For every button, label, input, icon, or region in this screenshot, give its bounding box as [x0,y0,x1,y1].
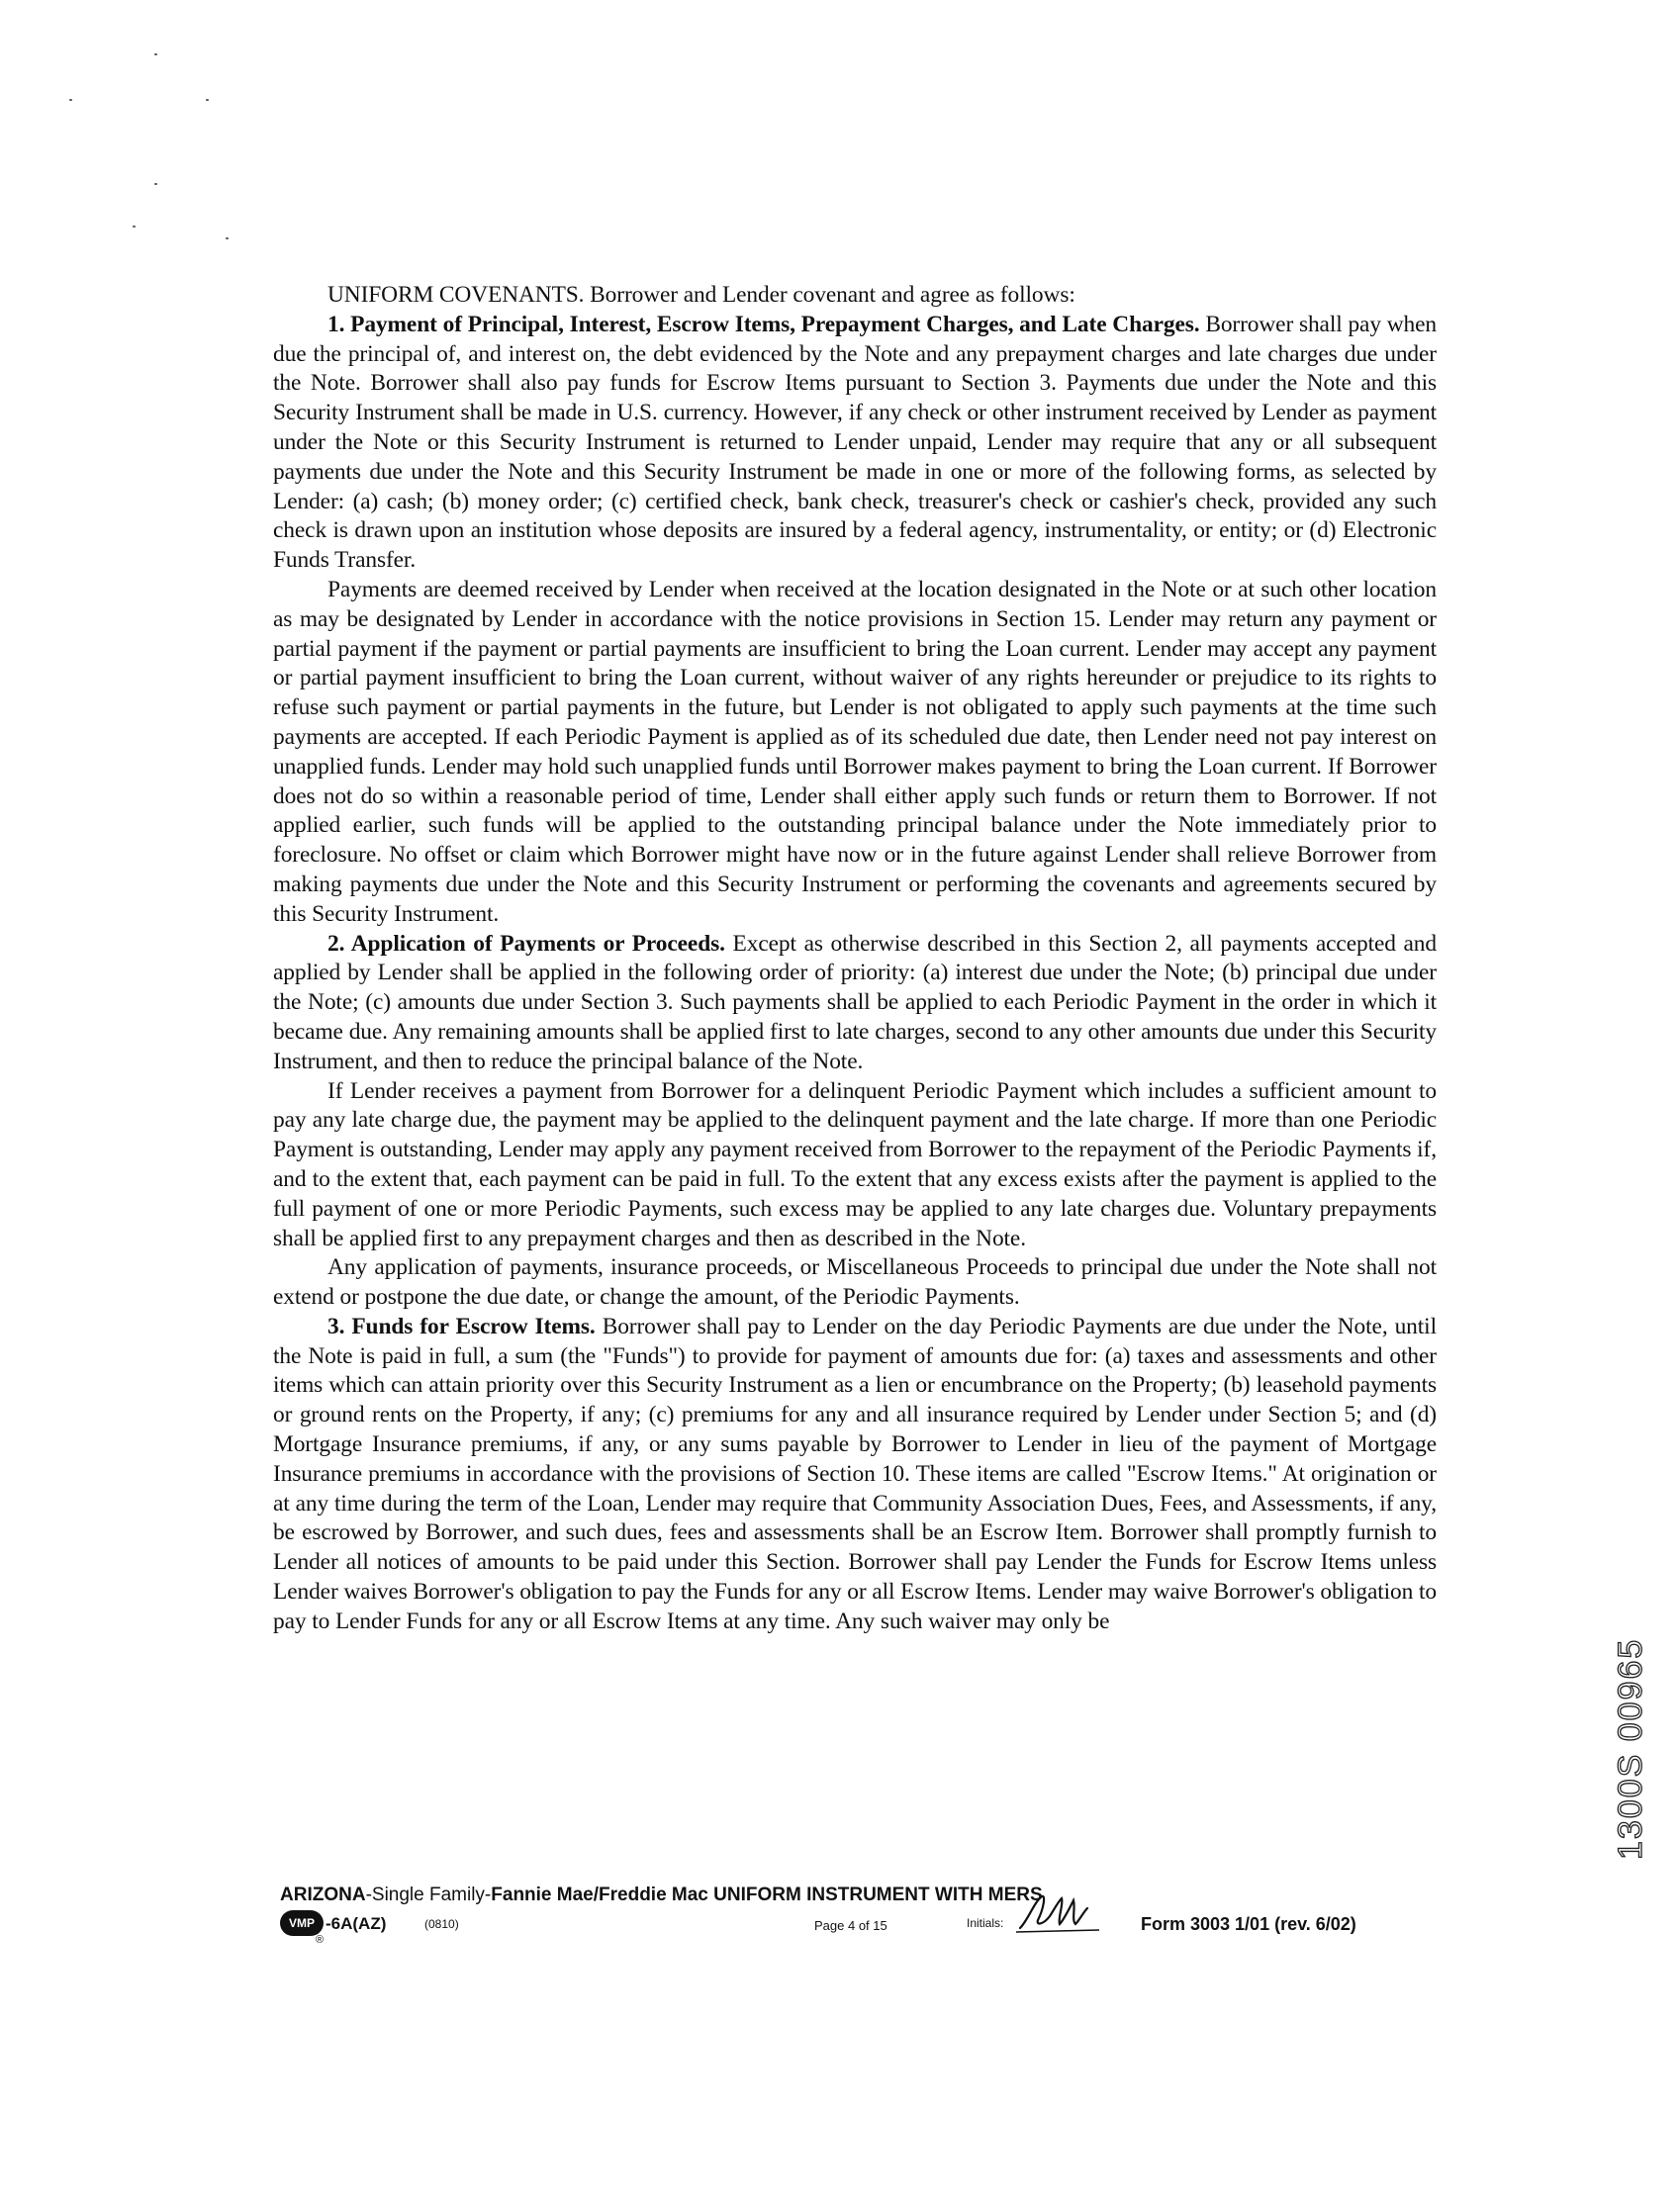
form-code-version: (0810) [424,1917,459,1931]
section-1-paragraph: 1. Payment of Principal, Interest, Escrow Items, Prepayment Charges, and Late Charges. Borrower shall pay when due the principal of, and interest on, the debt evidenced by the Note and any prepayment charges and late charges due under the Note. Borrower shall also pay funds for Escrow Items pursuant to Section 3. Payments due under the Note and this Security Instrument shall be made in U.S. currency. However, if any check or other instrument received by Lender as payment under the Note or this Security Instrument is returned to Lender unpaid, Lender may require that any or all subsequent payments due under the Note and this Security Instrument be made in one or more of the following forms, as selected by Lender: (a) cash; (b) money order; (c) certified check, bank check, treasurer's check or cashier's check, provided any such check is drawn upon an institution whose deposits are insured by a federal agency, instrumentality, or entity; or (d) Electronic Funds Transfer. [273,311,1437,574]
document-body [273,281,1437,1637]
scan-speck [69,99,72,101]
document-stamp-number [1603,1593,1649,1860]
section-3-heading: 3. Funds for Escrow Items. [327,1313,596,1339]
section-2-paragraph-3: Any application of payments, insurance proceeds, or Miscellaneous Proceeds to principal due under the Note shall not extend or postpone the due date, or change the amount, of the Periodic Payments. [273,1254,1437,1311]
scan-speck [206,99,209,101]
initials-label: Initials: [967,1916,1004,1930]
registered-mark: ® [316,1934,325,1946]
form-code: -6A(AZ) [326,1914,387,1933]
footer-details [280,1914,1447,1954]
intro-line: UNIFORM COVENANTS. Borrower and Lender covenant and agree as follows: [327,282,1075,308]
scan-speck [154,53,157,55]
scan-speck [154,183,157,185]
footer-title [280,1885,1043,1906]
footer-state: ARIZONA [280,1885,366,1905]
section-2-paragraph: 2. Application of Payments or Proceeds. Except as otherwise described in this Section 2, all payments accepted and applied by Lender shall be applied in the following order of priority: (a) interest due under the Note; (b) principal due under the Note; (c) amounts due under Section 3. Such payments shall be applied to each Periodic Payment in the order in which it became due. Any remaining amounts shall be applied first to late charges, second to any other amounts due under this Security Instrument, and then to reduce the principal balance of the Note. [273,930,1437,1074]
scan-speck [226,237,229,239]
section-1-heading: 1. Payment of Principal, Interest, Escrow Items, Prepayment Charges, and Late Charges. [327,311,1200,337]
section-1-paragraph-2: Payments are deemed received by Lender when received at the location designated in the Note or at such other location as may be designated by Lender in accordance with the notice provisions in Section 15. Lender may return any payment or partial payment if the payment or partial payments are insufficient to bring the Loan current. Lender may accept any payment or partial payment insufficient to bring the Loan current, without waiver of any rights hereunder or prejudice to its rights to refuse such payment or partial payments in the future, but Lender is not obligated to apply such payments at the time such payments are accepted. If each Periodic Payment is applied as of its scheduled due date, then Lender need not pay interest on unapplied funds. Lender may hold such unapplied funds until Borrower makes payment to bring the Loan current. If Borrower does not do so within a reasonable period of time, Lender shall either apply such funds or return them to Borrower. If not applied earlier, such funds will be applied to the outstanding principal balance under the Note immediately prior to foreclosure. No offset or claim which Borrower might have now or in the future against Lender shall relieve Borrower from making payments due under the Note and this Security Instrument or performing the covenants and agreements secured by this Security Instrument. [273,576,1437,927]
stamp-number: 1300S 00965 [1612,1637,1649,1860]
form-number: Form 3003 1/01 (rev. 6/02) [1141,1914,1356,1934]
vmp-logo: VMP [280,1910,324,1936]
section-2-paragraph-2: If Lender receives a payment from Borrower for a delinquent Periodic Payment which includes a sufficient amount to pay any late charge due, the payment may be applied to the delinquent payment and the late charge. If more than one Periodic Payment is outstanding, Lender may apply any payment received from Borrower to the repayment of the Periodic Payments if, and to the extent that, each payment can be paid in full. To the extent that any excess exists after the payment is applied to the full payment of one or more Periodic Payments, such excess may be applied to any late charges due. Voluntary prepayments shall be applied first to any prepayment charges and then as described in the Note. [273,1077,1437,1251]
footer-property-type: -Single Family- [365,1885,492,1905]
section-2-heading: 2. Application of Payments or Proceeds. [327,930,725,957]
page-number: Page 4 of 15 [814,1918,887,1933]
scan-speck [133,226,136,228]
initials-signature [1014,1890,1103,1936]
footer-instrument: Fannie Mae/Freddie Mac UNIFORM INSTRUMENT WITH MERS [491,1885,1043,1905]
section-3-paragraph: 3. Funds for Escrow Items. Borrower shall pay to Lender on the day Periodic Payments are due under the Note, until the Note is paid in full, a sum (the "Funds") to provide for payment of amounts due for: (a) taxes and assessments and other items which can attain priority over this Security Instrument as a lien or encumbrance on the Property; (b) leasehold payments or ground rents on the Property, if any; (c) premiums for any and all insurance required by Lender under Section 5; and (d) Mortgage Insurance premiums, if any, or any sums payable by Borrower to Lender in lieu of the payment of Mortgage Insurance premiums in accordance with the provisions of Section 10. These items are called "Escrow Items." At origination or at any time during the term of the Loan, Lender may require that Community Association Dues, Fees, and Assessments, if any, be escrowed by Borrower, and such dues, fees and assessments shall be an Escrow Item. Borrower shall promptly furnish to Lender all notices of amounts to be paid under this Section. Borrower shall pay Lender the Funds for Escrow Items unless Lender waives Borrower's obligation to pay the Funds for any or all Escrow Items. Lender may waive Borrower's obligation to pay to Lender Funds for any or all Escrow Items at any time. Any such waiver may only be [273,1313,1437,1634]
